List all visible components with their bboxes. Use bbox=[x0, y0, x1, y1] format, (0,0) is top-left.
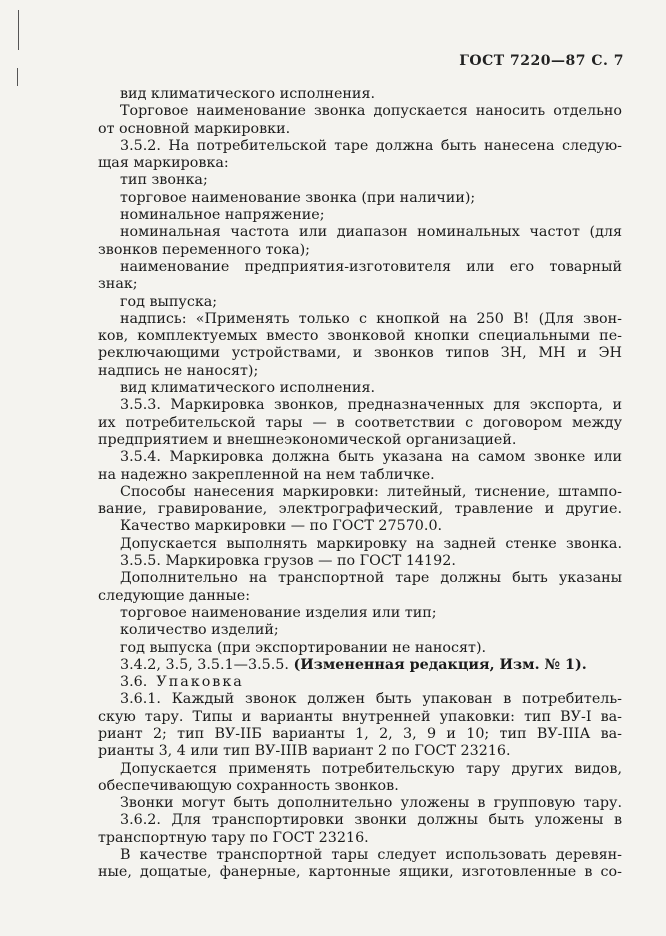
text-line: Способы нанесения маркировки: литейный, тиснение, штампо- bbox=[120, 483, 622, 500]
page-header: ГОСТ 7220—87 С. 7 bbox=[459, 53, 624, 69]
binding-mark bbox=[17, 68, 18, 86]
text-line: тип звонка; bbox=[120, 172, 208, 189]
text-line: 3.6.1. Каждый звонок должен быть упакован в потребитель- bbox=[120, 691, 622, 708]
text-line: от основной маркировки. bbox=[98, 120, 291, 137]
text-line: номинальная частота или диапазон номинальных частот (для bbox=[120, 224, 622, 241]
text-line: торговое наименование изделия или тип; bbox=[120, 604, 437, 621]
text-line: ков, комплектуемых вместо звонковой кнопки специальными пе- bbox=[98, 328, 622, 345]
binding-mark bbox=[18, 10, 19, 50]
text-line: риант 2; тип ВУ-IIБ варианты 1, 2, 3, 9 и 10; тип ВУ-IIIА ва- bbox=[98, 725, 622, 742]
text-line: надпись: «Применять только с кнопкой на 250 В! (Для звон- bbox=[120, 310, 622, 327]
text-line: щая маркировка: bbox=[98, 155, 229, 172]
text-line: год выпуска (при экспортировании не наносят). bbox=[120, 639, 487, 656]
text-line: транспортную тару по ГОСТ 23216. bbox=[98, 829, 369, 846]
text-line: на надежно закрепленной на нем табличке. bbox=[98, 466, 435, 483]
text-line: вид климатического исполнения. bbox=[120, 380, 376, 397]
text-line: рианты 3, 4 или тип ВУ-IIIВ вариант 2 по ГОСТ 23216. bbox=[98, 743, 511, 760]
text-line: 3.5.3. Маркировка звонков, предназначенных для экспорта, и bbox=[120, 397, 622, 414]
text-line: предприятием и внешнеэкономической организацией. bbox=[98, 431, 517, 448]
text-line: звонков переменного тока); bbox=[98, 241, 310, 258]
text-line: торговое наименование звонка (при наличии); bbox=[120, 189, 476, 206]
text-line: 3.5.5. Маркировка грузов — по ГОСТ 14192. bbox=[120, 553, 456, 570]
text-line: вание, гравирование, электрографический, травление и другие. bbox=[98, 501, 622, 518]
text-line: Торговое наименование звонка допускается наносить отдельно bbox=[120, 103, 622, 120]
text-line: скую тару. Типы и варианты внутренней упаковки: тип ВУ-I ва- bbox=[98, 708, 622, 725]
text-line: Дополнительно на транспортной таре должны быть указаны bbox=[120, 570, 622, 587]
text-line: вид климатического исполнения. bbox=[120, 86, 376, 102]
text-line: ные, дощатые, фанерные, картонные ящики, изготовленные в со- bbox=[98, 864, 622, 881]
text-line: обеспечивающую сохранность звонков. bbox=[98, 777, 399, 794]
text-line: В качестве транспортной тары следует использовать деревян- bbox=[120, 847, 622, 864]
text-line: 3.6. Упаковка bbox=[120, 674, 244, 691]
text-line: Допускается выполнять маркировку на задней стенке звонка. bbox=[120, 535, 622, 552]
text-line: 3.5.2. На потребительской таре должна быть нанесена следую- bbox=[120, 137, 622, 154]
text-line: количество изделий; bbox=[120, 622, 279, 639]
text-line: Качество маркировки — по ГОСТ 27570.0. bbox=[120, 518, 443, 535]
text-line: их потребительской тары — в соответствии с договором между bbox=[98, 414, 622, 431]
text-line: 3.5.4. Маркировка должна быть указана на самом звонке или bbox=[120, 449, 622, 466]
text-line: 3.4.2, 3.5, 3.5.1—3.5.5. (Измененная редакция, Изм. № 1). bbox=[120, 656, 587, 673]
text-line: год выпуска; bbox=[120, 293, 218, 310]
text-line: Звонки могут быть дополнительно уложены в групповую тару. bbox=[120, 795, 622, 812]
document-body bbox=[98, 86, 622, 882]
text-line: следующие данные: bbox=[98, 587, 251, 604]
text-line: знак; bbox=[98, 276, 138, 293]
text-line: номинальное напряжение; bbox=[120, 207, 325, 224]
text-line: надпись не наносят); bbox=[98, 362, 259, 379]
text-line: реключающими устройствами, и звонков типов ЗН, МН и ЭН bbox=[98, 345, 622, 362]
text-line: наименование предприятия-изготовителя или его товарный bbox=[120, 258, 622, 275]
text-line: Допускается применять потребительскую тару других видов, bbox=[120, 760, 622, 777]
text-line: 3.6.2. Для транспортировки звонки должны быть уложены в bbox=[120, 812, 622, 829]
